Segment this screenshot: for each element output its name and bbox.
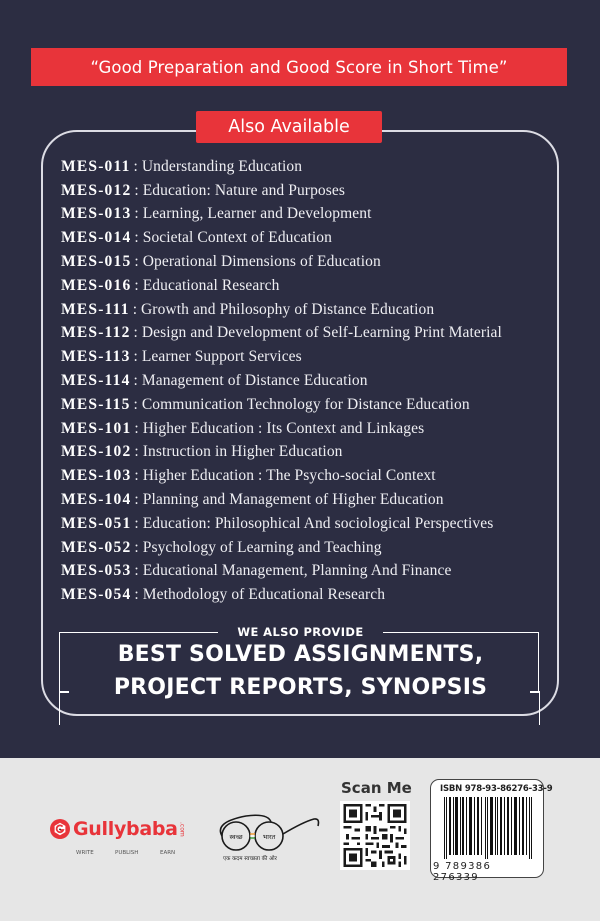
course-separator: : bbox=[133, 372, 138, 390]
course-code: MES-113 bbox=[61, 348, 131, 366]
isbn-digits: 9 789386 276339 bbox=[433, 861, 492, 883]
course-code: MES-052 bbox=[61, 538, 132, 556]
also-available-heading: Also Available bbox=[196, 111, 382, 143]
course-title: Higher Education : Its Context and Linkages bbox=[142, 419, 425, 437]
course-code: MES-112 bbox=[61, 324, 131, 342]
course-code: MES-054 bbox=[61, 586, 132, 604]
course-separator: : bbox=[134, 538, 139, 556]
course-item bbox=[61, 250, 551, 274]
gandhi-glasses-icon bbox=[208, 808, 323, 863]
course-separator: : bbox=[134, 276, 139, 294]
course-item bbox=[61, 203, 551, 227]
course-title: Learner Support Services bbox=[141, 348, 302, 366]
brand-tagline-earn: EARN bbox=[160, 850, 176, 856]
course-item bbox=[61, 583, 551, 607]
course-separator: : bbox=[134, 229, 139, 247]
course-title: Understanding Education bbox=[141, 157, 303, 175]
course-item bbox=[61, 536, 551, 560]
barcode-icon bbox=[442, 797, 534, 859]
course-separator: : bbox=[134, 491, 139, 509]
course-separator: : bbox=[134, 514, 139, 532]
course-code: MES-103 bbox=[61, 467, 132, 485]
course-item bbox=[61, 155, 551, 179]
brand-tld: .com bbox=[178, 821, 186, 837]
svg-text:भारत: भारत bbox=[262, 833, 276, 841]
course-code: MES-016 bbox=[61, 276, 132, 294]
course-separator: : bbox=[134, 443, 139, 461]
course-separator: : bbox=[133, 324, 138, 342]
course-separator: : bbox=[134, 205, 139, 223]
svg-text:एक कदम स्वच्छता की ओर: एक कदम स्वच्छता की ओर bbox=[223, 856, 277, 862]
course-separator: : bbox=[133, 157, 138, 175]
course-code: MES-012 bbox=[61, 181, 132, 199]
course-code: MES-101 bbox=[61, 419, 132, 437]
provide-line-2-text: PROJECT REPORTS, SYNOPSIS bbox=[109, 675, 492, 700]
course-code: MES-051 bbox=[61, 514, 132, 532]
course-title: Educational Management, Planning And Finance bbox=[142, 562, 452, 580]
course-title: Education: Philosophical And sociological Perspectives bbox=[142, 514, 494, 532]
provide-label: WE ALSO PROVIDE bbox=[218, 623, 383, 641]
course-item bbox=[61, 298, 551, 322]
course-item bbox=[61, 488, 551, 512]
course-item bbox=[61, 345, 551, 369]
course-code: MES-111 bbox=[61, 300, 130, 318]
course-item bbox=[61, 322, 551, 346]
brand-name: Gullybaba bbox=[73, 818, 178, 840]
course-code: MES-013 bbox=[61, 205, 132, 223]
provide-line-2 bbox=[58, 675, 543, 700]
course-separator: : bbox=[134, 419, 139, 437]
course-item bbox=[61, 274, 551, 298]
course-code: MES-114 bbox=[61, 372, 131, 390]
qr-code-icon bbox=[340, 801, 410, 870]
course-title: Planning and Management of Higher Education bbox=[142, 491, 444, 509]
qr-code[interactable] bbox=[340, 801, 410, 870]
course-code: MES-011 bbox=[61, 157, 131, 175]
course-item bbox=[61, 512, 551, 536]
course-separator: : bbox=[134, 253, 139, 271]
tagline-banner: “Good Preparation and Good Score in Short Time” bbox=[31, 48, 567, 86]
course-separator: : bbox=[133, 348, 138, 366]
course-title: Communication Technology for Distance Education bbox=[141, 395, 470, 413]
course-item bbox=[61, 560, 551, 584]
course-separator: : bbox=[134, 586, 139, 604]
course-item bbox=[61, 179, 551, 203]
course-separator: : bbox=[133, 395, 138, 413]
course-item bbox=[61, 393, 551, 417]
brand-tagline-publish: PUBLISH bbox=[115, 850, 139, 856]
course-separator: : bbox=[134, 181, 139, 199]
isbn-label: ISBN 978-93-86276-33-9 bbox=[440, 784, 553, 794]
course-title: Design and Development of Self-Learning Print Material bbox=[141, 324, 502, 342]
course-item bbox=[61, 369, 551, 393]
course-title: Education: Nature and Purposes bbox=[142, 181, 346, 199]
provide-line-1: BEST SOLVED ASSIGNMENTS, bbox=[117, 642, 484, 667]
course-title: Educational Research bbox=[142, 276, 280, 294]
course-item bbox=[61, 441, 551, 465]
course-code: MES-014 bbox=[61, 229, 132, 247]
swachh-bharat-logo bbox=[208, 808, 323, 863]
svg-text:स्वच्छ: स्वच्छ bbox=[229, 833, 243, 841]
course-separator: : bbox=[134, 562, 139, 580]
course-title: Operational Dimensions of Education bbox=[142, 253, 381, 271]
course-code: MES-104 bbox=[61, 491, 132, 509]
course-title: Higher Education : The Psycho-social Context bbox=[142, 467, 436, 485]
course-title: Psychology of Learning and Teaching bbox=[142, 538, 382, 556]
course-code: MES-115 bbox=[61, 395, 131, 413]
course-item bbox=[61, 417, 551, 441]
brand-tagline-write: WRITE bbox=[76, 850, 94, 856]
course-code: MES-102 bbox=[61, 443, 132, 461]
course-title: Societal Context of Education bbox=[142, 229, 333, 247]
course-title: Growth and Philosophy of Distance Education bbox=[141, 300, 435, 318]
course-item bbox=[61, 464, 551, 488]
course-code: MES-015 bbox=[61, 253, 132, 271]
scan-me-label: Scan Me bbox=[341, 779, 412, 797]
gullybaba-logo bbox=[50, 818, 186, 840]
course-list bbox=[61, 155, 551, 607]
g-hexagon-logo-icon bbox=[50, 819, 70, 839]
course-separator: : bbox=[134, 467, 139, 485]
course-code: MES-053 bbox=[61, 562, 132, 580]
course-title: Instruction in Higher Education bbox=[142, 443, 343, 461]
course-title: Learning, Learner and Development bbox=[142, 205, 372, 223]
course-separator: : bbox=[132, 300, 138, 318]
course-item bbox=[61, 226, 551, 250]
course-title: Management of Distance Education bbox=[141, 372, 368, 390]
course-title: Methodology of Educational Research bbox=[142, 586, 386, 604]
